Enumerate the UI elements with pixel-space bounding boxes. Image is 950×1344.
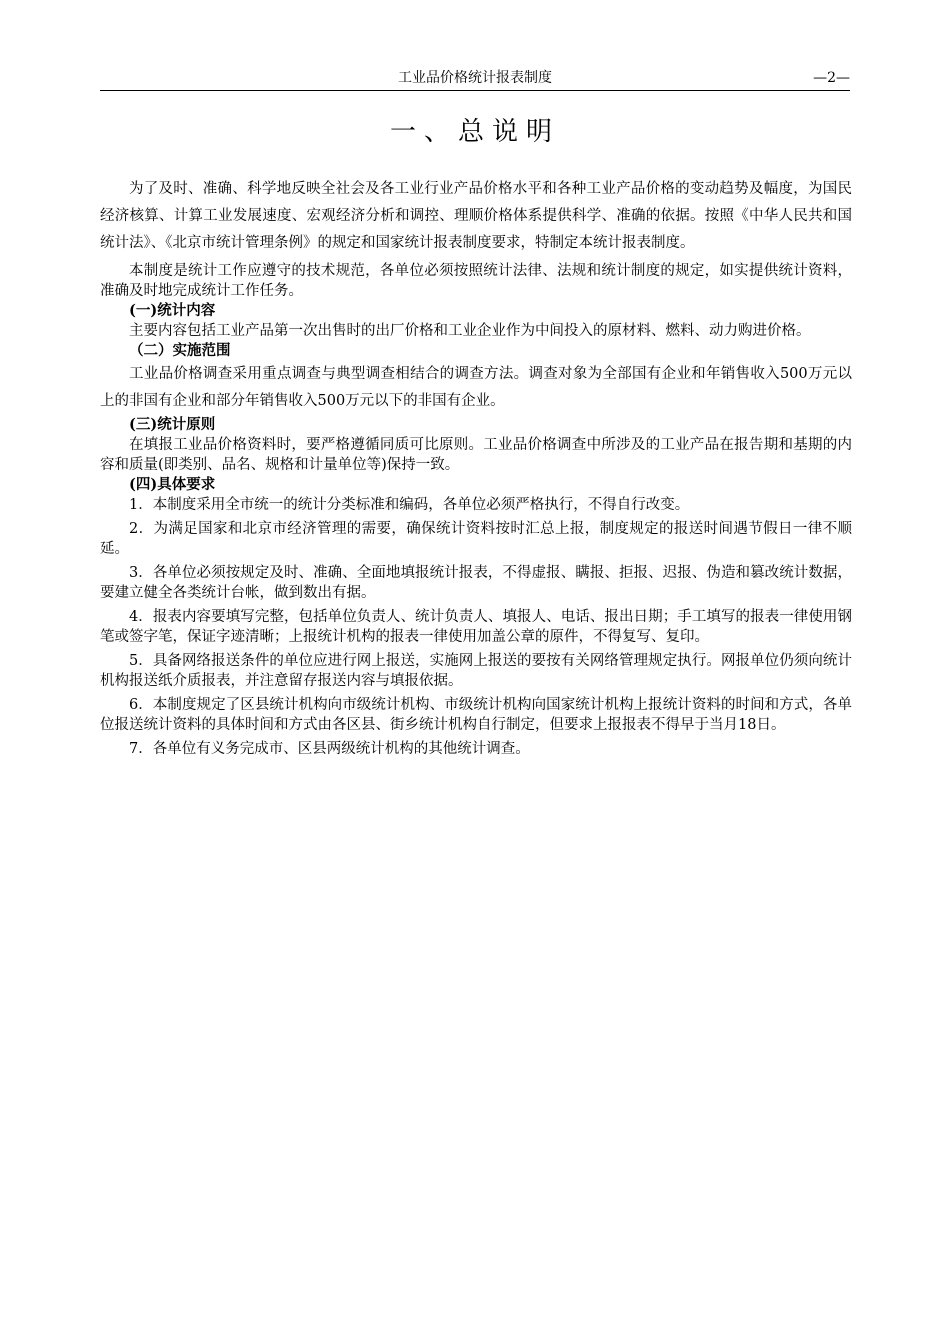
section-heading-scope: （二）实施范围 xyxy=(129,342,231,359)
requirement-item-1: 1．本制度采用全市统一的统计分类标准和编码，各单位必须严格执行，不得自行改变。 xyxy=(129,497,690,513)
header-title: 工业品价格统计报表制度 xyxy=(398,70,552,86)
section-heading-content: (一)统计内容 xyxy=(129,302,216,319)
intro-paragraph-2: 本制度是统计工作应遵守的技术规范，各单位必须按照统计法律、法规和统计制度的规定，如实提供统计资料，准确及时地完成统计工作任务。 xyxy=(100,263,852,299)
page-number: —2— xyxy=(813,70,850,86)
section-content-paragraph: 主要内容包括工业产品第一次出售时的出厂价格和工业企业作为中间投入的原材料、燃料、动力购进价格。 xyxy=(129,323,811,339)
requirement-item-4: 4．报表内容要填写完整，包括单位负责人、统计负责人、填报人、电话、报出日期；手工填写的报表一律使用钢笔或签字笔，保证字迹清晰；上报统计机构的报表一律使用加盖公章的原件，不得复写、复印。 xyxy=(100,609,852,645)
requirement-item-2: 2．为满足国家和北京市经济管理的需要，确保统计资料按时汇总上报，制度规定的报送时间遇节假日一律不顺延。 xyxy=(100,521,852,557)
requirement-item-7: 7．各单位有义务完成市、区县两级统计机构的其他统计调查。 xyxy=(129,741,530,757)
requirement-item-3: 3．各单位必须按规定及时、准确、全面地填报统计报表，不得虚报、瞒报、拒报、迟报、伪造和篡改统计数据，要建立健全各类统计台帐，做到数出有据。 xyxy=(100,565,852,601)
document-body xyxy=(100,176,852,759)
intro-paragraph-1: 为了及时、准确、科学地反映全社会及各工业行业产品价格水平和各种工业产品价格的变动趋势及幅度，为国民经济核算、计算工业发展速度、宏观经济分析和调控、理顺价格体系提供科学、准确的依据。按照《中华人民共和国统计法》、《北京市统计管理条例》的规定和国家统计报表制度要求，特制定本统计报表制度。 xyxy=(100,181,852,251)
section-heading-requirements: (四)具体要求 xyxy=(129,476,216,493)
section-heading-principle: (三)统计原则 xyxy=(129,416,216,433)
requirement-item-6: 6．本制度规定了区县统计机构向市级统计机构、市级统计机构向国家统计机构上报统计资料的时间和方式，各单位报送统计资料的具体时间和方式由各区县、街乡统计机构自行制定，但要求上报报表不得早于当月18日。 xyxy=(100,697,852,733)
page-title: 一、总说明 xyxy=(389,117,560,147)
section-scope-paragraph: 工业品价格调查采用重点调查与典型调查相结合的调查方法。调查对象为全部国有企业和年销售收入500万元以上的非国有企业和部分年销售收入500万元以下的非国有企业。 xyxy=(100,366,852,409)
requirement-item-5: 5．具备网络报送条件的单位应进行网上报送，实施网上报送的要按有关网络管理规定执行。网报单位仍须向统计机构报送纸介质报表，并注意留存报送内容与填报依据。 xyxy=(100,653,852,689)
page-header xyxy=(100,66,850,91)
section-principle-paragraph: 在填报工业品价格资料时，要严格遵循同质可比原则。工业品价格调查中所涉及的工业产品在报告期和基期的内容和质量(即类别、品名、规格和计量单位等)保持一致。 xyxy=(100,437,852,473)
